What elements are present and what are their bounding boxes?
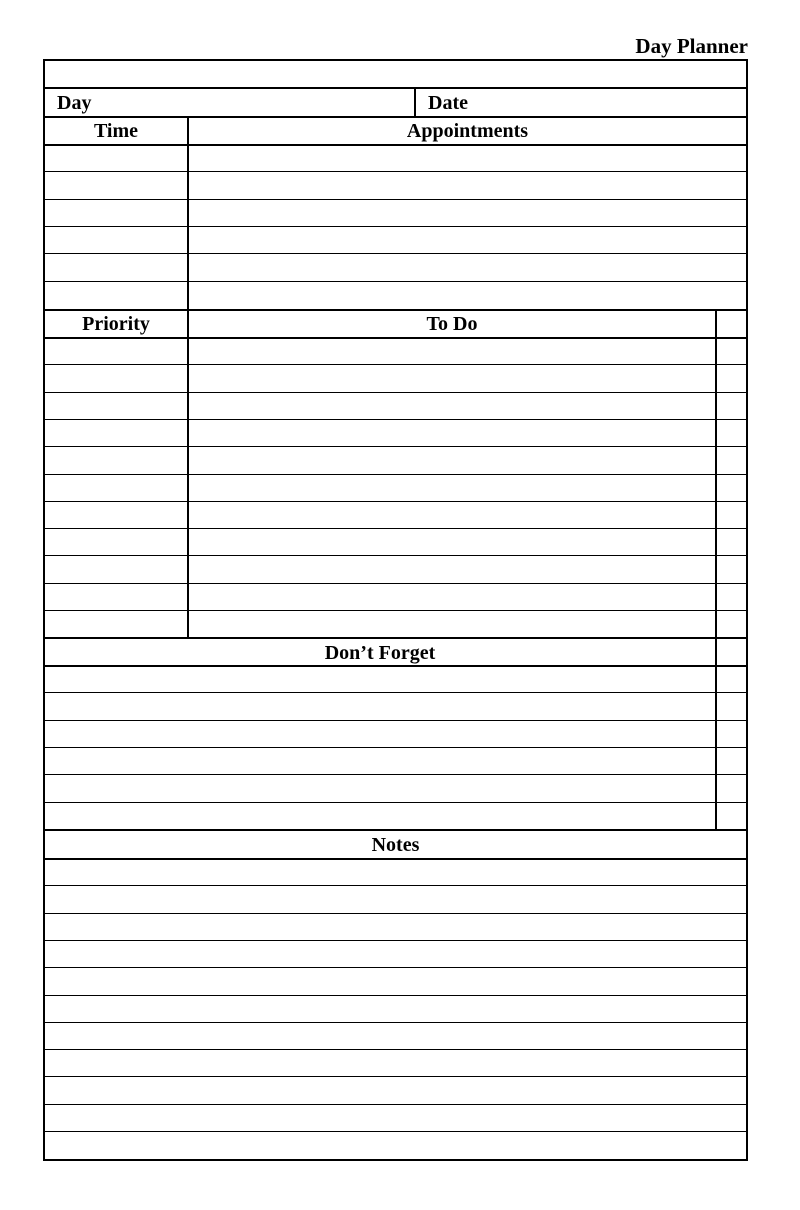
dont-forget-checkbox[interactable] [717, 803, 746, 829]
notes-line[interactable] [45, 968, 746, 994]
todo-cell[interactable] [189, 584, 715, 610]
notes-line[interactable] [45, 941, 746, 967]
notes-line[interactable] [45, 1023, 746, 1049]
todo-cell[interactable] [189, 475, 715, 501]
dont-forget-cell[interactable] [45, 775, 715, 801]
notes-line[interactable] [45, 914, 746, 940]
notes-header-top [43, 829, 748, 831]
priority-cell[interactable] [45, 584, 187, 610]
todo-cell[interactable] [189, 393, 715, 419]
notes-header: Notes [371, 834, 420, 856]
todo-cell[interactable] [189, 420, 715, 446]
priority-cell[interactable] [45, 420, 187, 446]
appointments-column-header: Appointments [406, 120, 529, 142]
time-cell[interactable] [45, 227, 187, 253]
notes-line[interactable] [45, 1132, 746, 1158]
dont-forget-checkbox[interactable] [717, 775, 746, 801]
notes-line[interactable] [45, 1050, 746, 1076]
priority-cell[interactable] [45, 611, 187, 637]
appointments-header-top [43, 116, 748, 118]
todo-column-header: To Do [426, 313, 478, 335]
todo-checkbox[interactable] [717, 611, 746, 637]
todo-checkbox[interactable] [717, 502, 746, 528]
priority-cell[interactable] [45, 556, 187, 582]
appointment-cell[interactable] [189, 172, 746, 198]
todo-cell[interactable] [189, 365, 715, 391]
day-date-divider [414, 88, 416, 116]
priority-cell[interactable] [45, 338, 187, 364]
time-cell[interactable] [45, 254, 187, 280]
todo-checkbox[interactable] [717, 475, 746, 501]
todo-checkbox[interactable] [717, 447, 746, 473]
todo-checkbox[interactable] [717, 420, 746, 446]
date-label: Date [428, 92, 468, 114]
appointment-cell[interactable] [189, 254, 746, 280]
notes-line[interactable] [45, 886, 746, 912]
day-label: Day [57, 92, 92, 114]
priority-cell[interactable] [45, 393, 187, 419]
todo-cell[interactable] [189, 338, 715, 364]
priority-cell[interactable] [45, 529, 187, 555]
todo-cell[interactable] [189, 611, 715, 637]
todo-checkbox[interactable] [717, 365, 746, 391]
priority-column-header: Priority [82, 313, 150, 335]
todo-cell[interactable] [189, 556, 715, 582]
todo-checkbox[interactable] [717, 556, 746, 582]
time-cell[interactable] [45, 145, 187, 171]
notes-line[interactable] [45, 859, 746, 885]
dont-forget-checkbox[interactable] [717, 721, 746, 747]
dont-forget-cell[interactable] [45, 666, 715, 692]
todo-checkbox[interactable] [717, 584, 746, 610]
page-title: Day Planner [635, 34, 748, 58]
todo-header-top [43, 309, 748, 311]
dont-forget-header-top [43, 637, 748, 639]
appointment-cell[interactable] [189, 145, 746, 171]
priority-cell[interactable] [45, 475, 187, 501]
notes-line[interactable] [45, 1105, 746, 1131]
notes-line[interactable] [45, 1077, 746, 1103]
day-row-top [43, 87, 748, 89]
time-cell[interactable] [45, 282, 187, 308]
dont-forget-cell[interactable] [45, 803, 715, 829]
time-column-header: Time [93, 120, 139, 142]
todo-cell[interactable] [189, 447, 715, 473]
todo-checkbox[interactable] [717, 529, 746, 555]
dont-forget-checkbox[interactable] [717, 666, 746, 692]
time-cell[interactable] [45, 200, 187, 226]
todo-checkbox[interactable] [717, 338, 746, 364]
priority-cell[interactable] [45, 447, 187, 473]
dont-forget-cell[interactable] [45, 721, 715, 747]
dont-forget-checkbox[interactable] [717, 693, 746, 719]
appointment-cell[interactable] [189, 282, 746, 308]
dont-forget-cell[interactable] [45, 693, 715, 719]
dont-forget-cell[interactable] [45, 748, 715, 774]
notes-line[interactable] [45, 996, 746, 1022]
appointment-cell[interactable] [189, 227, 746, 253]
todo-cell[interactable] [189, 529, 715, 555]
appointment-cell[interactable] [189, 200, 746, 226]
dont-forget-header: Don’t Forget [324, 642, 436, 664]
dont-forget-checkbox[interactable] [717, 748, 746, 774]
priority-cell[interactable] [45, 365, 187, 391]
todo-checkbox[interactable] [717, 393, 746, 419]
priority-cell[interactable] [45, 502, 187, 528]
time-cell[interactable] [45, 172, 187, 198]
todo-cell[interactable] [189, 502, 715, 528]
